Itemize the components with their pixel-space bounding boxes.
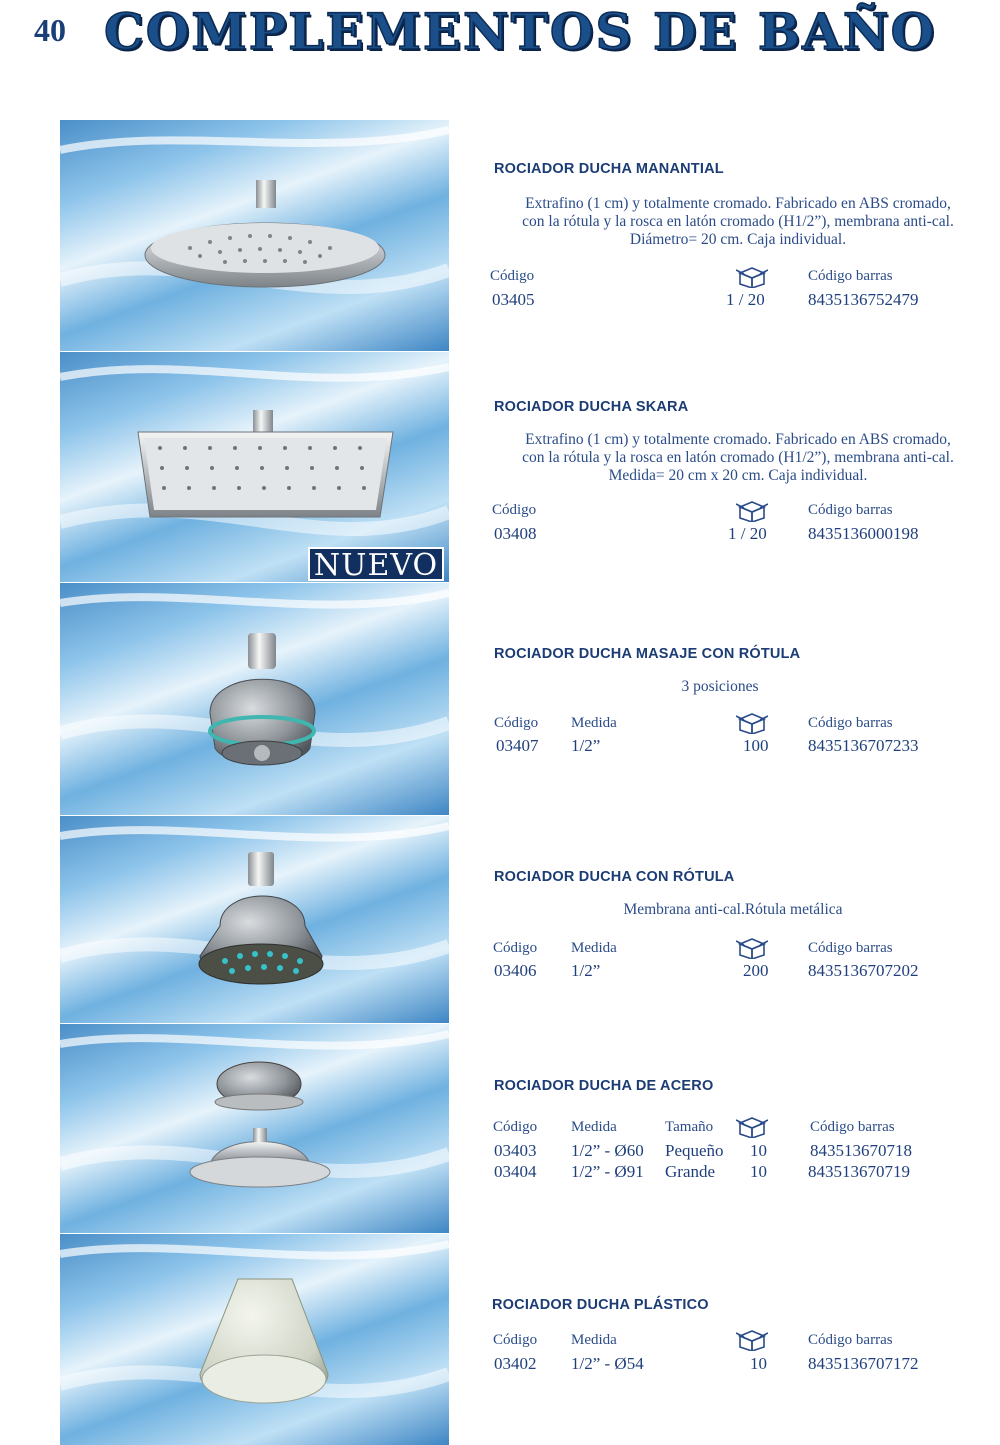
product-size: Pequeño xyxy=(665,1141,724,1160)
product-measure: 1/2” - Ø60 xyxy=(571,1141,644,1160)
round-shower-head-icon xyxy=(60,120,449,351)
code-label: Código xyxy=(493,1119,538,1135)
box-icon xyxy=(736,712,768,734)
product-image-con-rotula xyxy=(60,816,449,1023)
box-icon xyxy=(736,500,768,522)
product-description: Extrafino (1 cm) y totalmente cromado. Fabricado en ABS cromado, con la rótula y la rosca en latón cromado (H1/2”), membrana anti-cal. Diámetro= 20 cm. Caja individual. xyxy=(522,195,954,248)
page-title: COMPLEMENTOS DE BAÑO xyxy=(104,2,937,61)
product-code: 03407 xyxy=(496,736,539,755)
code-label: Código xyxy=(492,502,537,518)
product-code: 03403 xyxy=(494,1141,537,1160)
product-name: ROCIADOR DUCHA MANANTIAL xyxy=(494,161,724,177)
product-image-acero xyxy=(60,1024,449,1233)
pack-quantity: 10 xyxy=(750,1141,767,1160)
pack-quantity: 1 / 20 xyxy=(726,290,765,309)
steel-shower-heads-icon xyxy=(60,1024,449,1233)
measure-label: Medida xyxy=(571,940,617,956)
massage-shower-head-icon xyxy=(60,583,449,815)
barcode-label: Código barras xyxy=(808,715,893,731)
product-size: Grande xyxy=(665,1162,716,1181)
product-image-skara xyxy=(60,352,449,582)
page-number: 40 xyxy=(34,12,66,48)
product-measure: 1/2” xyxy=(571,961,601,980)
swivel-shower-head-icon xyxy=(60,816,449,1023)
code-label: Código xyxy=(490,268,535,284)
product-name: ROCIADOR DUCHA MASAJE CON RÓTULA xyxy=(494,646,801,662)
product-image-masaje xyxy=(60,583,449,815)
product-name: ROCIADOR DUCHA DE ACERO xyxy=(494,1078,714,1094)
product-name: ROCIADOR DUCHA CON RÓTULA xyxy=(494,869,735,885)
barcode-label: Código barras xyxy=(808,1332,893,1348)
product-description: Membrana anti-cal.Rótula metálica xyxy=(623,901,843,918)
measure-label: Medida xyxy=(571,715,617,731)
product-barcode: 8435136752479 xyxy=(808,290,919,309)
product-barcode: 8435136707233 xyxy=(808,736,919,755)
product-measure: 1/2” - Ø91 xyxy=(571,1162,644,1181)
pack-quantity: 10 xyxy=(750,1162,767,1181)
pack-quantity: 200 xyxy=(743,961,769,980)
product-barcode: 8435136000198 xyxy=(808,524,919,543)
box-icon xyxy=(736,937,768,959)
product-barcode: 8435136707202 xyxy=(808,961,919,980)
box-icon xyxy=(736,1116,768,1138)
box-icon xyxy=(736,266,768,288)
size-label: Tamaño xyxy=(665,1119,714,1135)
box-icon xyxy=(736,1329,768,1351)
measure-label: Medida xyxy=(571,1119,617,1135)
barcode-label: Código barras xyxy=(808,268,893,284)
product-name: ROCIADOR DUCHA SKARA xyxy=(494,399,689,415)
pack-quantity: 10 xyxy=(750,1354,767,1373)
product-code: 03406 xyxy=(494,961,537,980)
measure-label: Medida xyxy=(571,1332,617,1348)
product-description: 3 posiciones xyxy=(681,678,759,695)
product-description: Extrafino (1 cm) y totalmente cromado. Fabricado en ABS cromado, con la rótula y la rosca en latón cromado (H1/2”), membrana anti-cal. Medida= 20 cm x 20 cm. Caja individual. xyxy=(522,431,954,484)
product-barcode: 8435136707172 xyxy=(808,1354,919,1373)
product-name: ROCIADOR DUCHA PLÁSTICO xyxy=(492,1297,709,1313)
code-label: Código xyxy=(493,1332,538,1348)
plastic-shower-head-icon xyxy=(60,1234,449,1445)
product-code: 03402 xyxy=(494,1354,537,1373)
barcode-label: Código barras xyxy=(808,502,893,518)
product-measure: 1/2” xyxy=(571,736,601,755)
product-code: 03404 xyxy=(494,1162,537,1181)
product-measure: 1/2” - Ø54 xyxy=(571,1354,644,1373)
product-code: 03408 xyxy=(494,524,537,543)
barcode-label: Código barras xyxy=(808,940,893,956)
pack-quantity: 100 xyxy=(743,736,769,755)
product-code: 03405 xyxy=(492,290,535,309)
pack-quantity: 1 / 20 xyxy=(728,524,767,543)
product-barcode: 843513670718 xyxy=(810,1141,912,1160)
code-label: Código xyxy=(494,715,539,731)
product-image-manantial xyxy=(60,120,449,351)
code-label: Código xyxy=(493,940,538,956)
product-barcode: 843513670719 xyxy=(808,1162,910,1181)
new-badge: NUEVO xyxy=(308,547,444,581)
barcode-label: Código barras xyxy=(810,1119,895,1135)
product-image-plastico xyxy=(60,1234,449,1445)
